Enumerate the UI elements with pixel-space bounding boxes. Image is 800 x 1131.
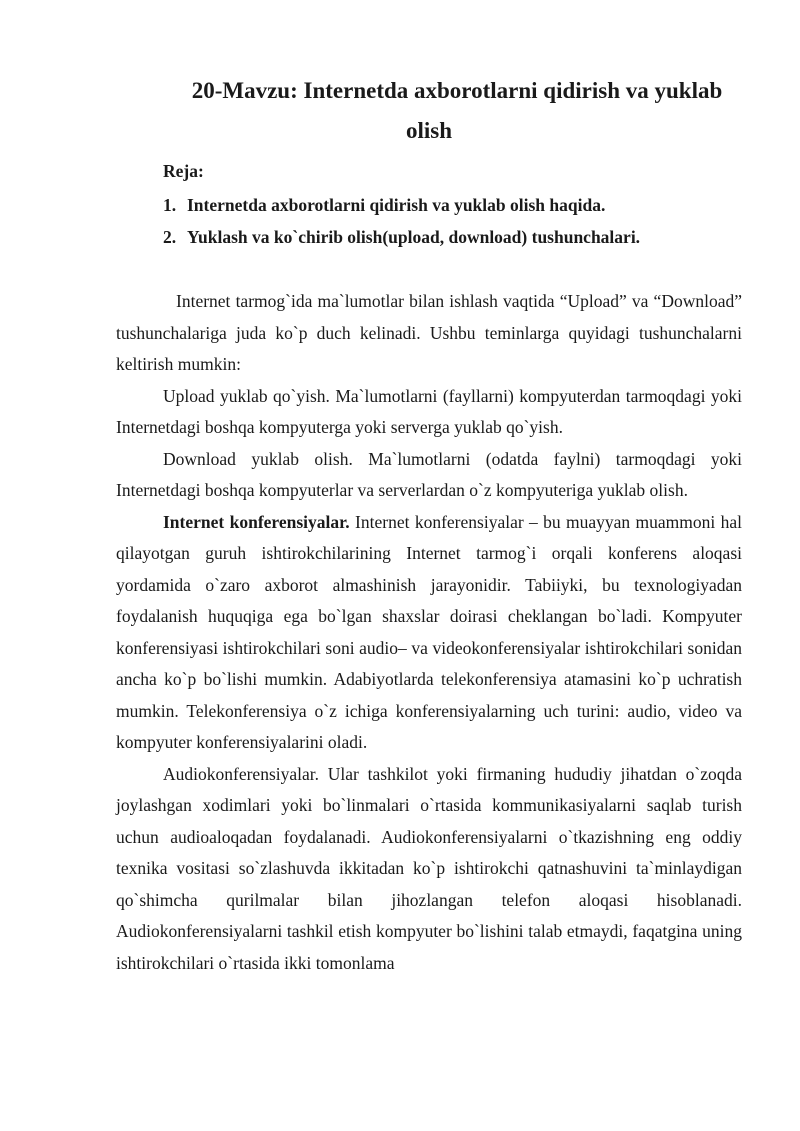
- plan-item-number: 2.: [163, 227, 177, 247]
- paragraph-upload: Upload yuklab qo`yish. Ma`lumotlarni (fayllarni) kompyuterdan tarmoqdagi yoki Internetdagi boshqa kompyuterga yoki serverga yuklab qo`yish.: [116, 385, 742, 437]
- plan-item-number: 1.: [163, 195, 177, 215]
- paragraph-lead-term: Internet konferensiyalar.: [163, 511, 350, 532]
- document-body: [116, 286, 742, 979]
- paragraph-internet-conferences: [116, 507, 742, 759]
- paragraph-upload-download-intro: Internet tarmog`ida ma`lumotlar bilan ishlash vaqtida “Upload” va “Download” tushunchalariga juda ko`p duch kelinadi. Ushbu teminlarga quyidagi tushunchalarni keltirish mumkin:: [116, 291, 742, 374]
- title-line-2: olish: [405, 118, 453, 143]
- paragraph-text: Internet konferensiyalar – bu muayyan muammoni hal qilayotgan guruh ishtirokchilarining Internet tarmog`i orqali konferens aloqasi yordamida o`zaro axborot almashinish jarayonidir. Tabiiyki, bu texnologiyadan foydalanish huquqiga ega bo`lgan shaxslar doirasi cheklangan bo`ladi. Kompyuter konferensiyasi ishtirokchilari soni audio– va videokonferensiyalar ishtirokchilari sonidan ancha ko`p bo`lishi mumkin. Adabiyotlarda telekonferensiya atamasini ko`p uchratish mumkin. Telekonferensiya o`z ichiga konferensiyalarning uch turini: audio, video va kompyuter konferensiyalarini oladi.: [116, 511, 742, 752]
- plan-item-text: Yuklash va ko`chirib olish(upload, download) tushunchalari.: [187, 227, 641, 247]
- plan-item-1: [163, 195, 605, 216]
- plan-heading: Reja:: [163, 161, 204, 181]
- title-line-1: 20-Mavzu: Internetda axborotlarni qidirish va yuklab: [191, 78, 723, 103]
- plan-item-text: Internetda axborotlarni qidirish va yuklab olish haqida.: [187, 195, 606, 215]
- plan-item-2: [163, 227, 640, 248]
- paragraph-download: Download yuklab olish. Ma`lumotlarni (odatda faylni) tarmoqdagi yoki Internetdagi boshqa kompyuterlar va serverlardan o`z kompyuteriga yuklab olish.: [116, 448, 742, 500]
- paragraph-audio-conferences: Audiokonferensiyalar. Ular tashkilot yoki firmaning hududiy jihatdan o`zoqda joylashgan xodimlari yoki bo`linmalari o`rtasida kommunikasiyalarni saqlab turish uchun audioaloqadan foydalanadi. Audiokonferensiyalarni o`tkazishning eng oddiy texnika vositasi so`zlashuvda ikkitadan ko`p ishtirokchi qatnashuvini ta`minlaydigan qo`shimcha qurilmalar bilan jihozlangan telefon aloqasi hisoblanadi. Audiokonferensiyalarni tashkil etish kompyuter bo`lishini talab etmaydi, faqatgina uning ishtirokchilari o`rtasida ikki tomonlama: [116, 763, 742, 973]
